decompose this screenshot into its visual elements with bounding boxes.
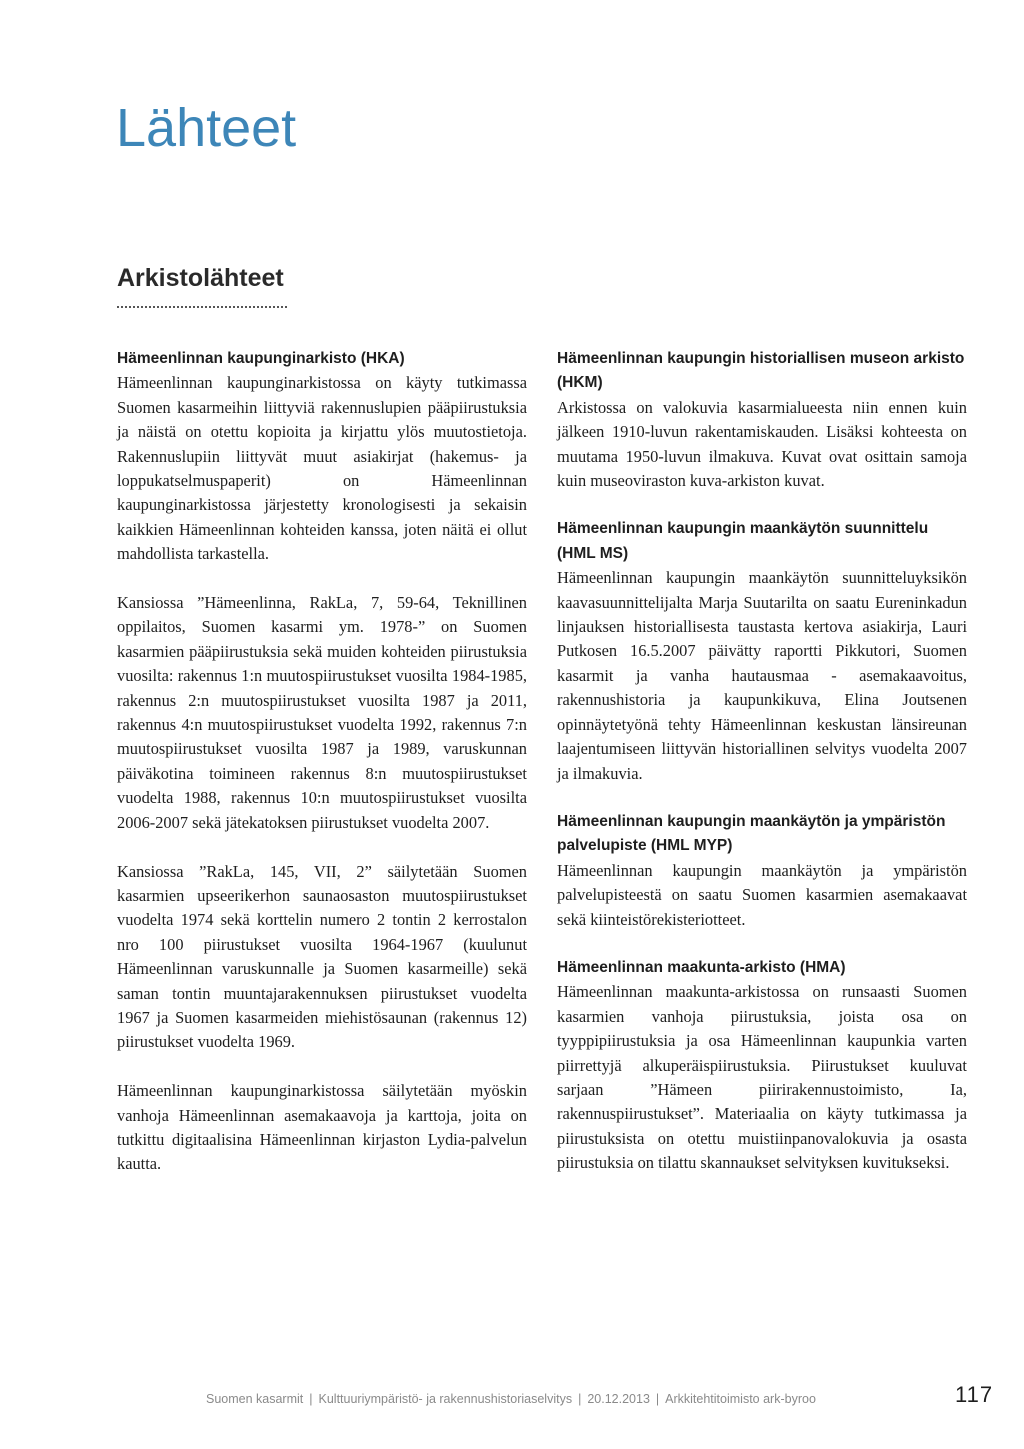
footer-title: Suomen kasarmit (206, 1392, 304, 1406)
entry-text: Hämeenlinnan maakunta-arkistossa on runsaasti Suomen kasarmien vanhoja piirustuksia, joista osa on tyyppipiirustuksia ja osa Hämeenlinnan kaupunkia varten piirrettyjä alkuperäispiirustuksia. Piirustukset kuuluvat sarjaan ”Hämeen piirirakennustoimisto, Ia, rakennuspiirustukset”. Materiaalia on käyty tutkimassa ja piirustuksista on otettu muistiinpanovalokuvia ja osasta piirustuksia on tilattu skannaukset selvityksen kuvitukseksi. (557, 982, 967, 1173)
left-column (117, 347, 527, 1177)
footer-separator: | (655, 1392, 660, 1406)
archive-entry-hml-myp (557, 810, 967, 932)
footer-separator: | (578, 1392, 582, 1406)
page-title: Lähteet (116, 98, 297, 158)
section-title: Arkistolähteet (117, 264, 284, 292)
paragraph: Hämeenlinnan kaupunginarkistossa säilytetään myöskin vanhoja Hämeenlinnan asemakaavoja ja karttoja, joita on tutkittu digitaalisina Hämeenlinnan kirjaston Lydia-palvelun kautta. (117, 1081, 527, 1174)
footer-author: Arkkitehtitoimisto ark-byroo (665, 1392, 816, 1406)
archive-entry-hkm (557, 347, 967, 493)
footer-date: 20.12.2013 (587, 1392, 650, 1406)
right-column (557, 347, 967, 1200)
entry-heading: Hämeenlinnan kaupungin historiallisen museon arkisto (HKM) (557, 350, 965, 392)
paragraph: Kansiossa ”RakLa, 145, VII, 2” säilytetään Suomen kasarmien upseerikerhon saunaosaston muutospiirustukset vuodelta 1974 sekä korttelin numero 2 tontin 2 kerrostalon nro 100 piirustukset vuosilta 1964-1967 (kuulunut Hämeenlinnan varuskunnalle ja Suomen kasarmeille) sekä saman tontin muuntajarakennuksen piirustukset vuodelta 1967 ja Suomen kasarmeiden miehistösaunan (rakennus 12) piirustukset vuodelta 1969. (117, 861, 527, 1052)
entry-text: Hämeenlinnan kaupungin maankäytön suunnitteluyksikön kaavasuunnittelijalta Marja Suutarilta on saatu Eureninkadun linjauksen historiallisesta taustasta kertova asiakirja, Lauri Putkosen 16.5.2007 päivätty raportti Pikkutori, Suomen kasarmit ja vanha hautausmaa - asemakaavoitus, rakennushistoria ja kaupunkikuva, Elina Joutsenen opinnäytetyönä tehty Hämeenlinnan keskustan länsireunan laajentumiseen liittyvän historiallinen selvitys vuodelta 2007 ja ilmakuvia. (557, 568, 967, 783)
paragraph: Kansiossa ”Hämeenlinna, RakLa, 7, 59-64, Teknillinen oppilaitos, Suomen kasarmi ym. 1978-” on Suomen kasarmien pääpiirustuksia sekä muiden kohteiden piirustuksia vuosilta: rakennus 1:n muutospiirustukset vuosilta 1984-1985, rakennus 2:n muutospiirustukset vuosilta 1987 ja 2011, rakennus 4:n muutospiirustukset vuodelta 1992, rakennus 7:n muutospiirustukset vuosilta 1987 ja 1989, varuskunnan päiväkotina toimineen rakennus 8:n muutospiirustukset vuodelta 1988, rakennus 10:n muutospiirustukset vuosilta 2006-2007 sekä jätekatoksen piirustukset vuodelta 2007. (117, 593, 527, 832)
archive-entry-hma (557, 956, 967, 1176)
section-divider (117, 306, 287, 308)
footer-separator: | (309, 1392, 313, 1406)
entry-text: Arkistossa on valokuvia kasarmialueesta niin ennen kuin jälkeen 1910-luvun rakentamiskauden. Lisäksi kohteesta on muutama 1950-luvun ilmakuva. Kuvat ovat osittain samoja kuin museoviraston kuva-arkiston kuvat. (557, 397, 967, 491)
entry-heading-hka: Hämeenlinnan kaupunginarkisto (HKA) (117, 350, 405, 367)
entry-text: Hämeenlinnan kaupungin maankäytön ja ympäristön palvelupisteestä on saatu Suomen kasarmien asemakaavat sekä kiinteistörekisteriotteet. (557, 860, 967, 929)
paragraph: Hämeenlinnan kaupunginarkistossa on käyty tutkimassa Suomen kasarmeihin liittyviä rakennuslupien pääpiirustuksia ja näistä on otettu kopioita ja kirjattu ylös muutostietoja. Rakennuslupiin liittyvät muut asiakirjat (hakemus- ja loppukatselmuspaperit) on Hämeenlinnan kaupunginarkistossa järjestetty kronologisesti ja sekaisin kaikkien Hämeenlinnan kohteiden kanssa, joten näitä ei ollut mahdollista tarkastella. (117, 373, 527, 564)
archive-entry-hml-ms (557, 517, 967, 785)
footer (206, 1389, 926, 1409)
entry-heading: Hämeenlinnan kaupungin maankäytön ja ympäristön palvelupiste (HML MYP) (557, 812, 946, 855)
entry-heading: Hämeenlinnan maakunta-arkisto (HMA) (557, 958, 846, 976)
entry-heading: Hämeenlinnan kaupungin maankäytön suunnittelu (HML MS) (557, 520, 929, 562)
page-number: 117 (955, 1382, 994, 1407)
footer-subtitle: Kulttuuriympäristö- ja rakennushistoriaselvitys (318, 1392, 573, 1406)
